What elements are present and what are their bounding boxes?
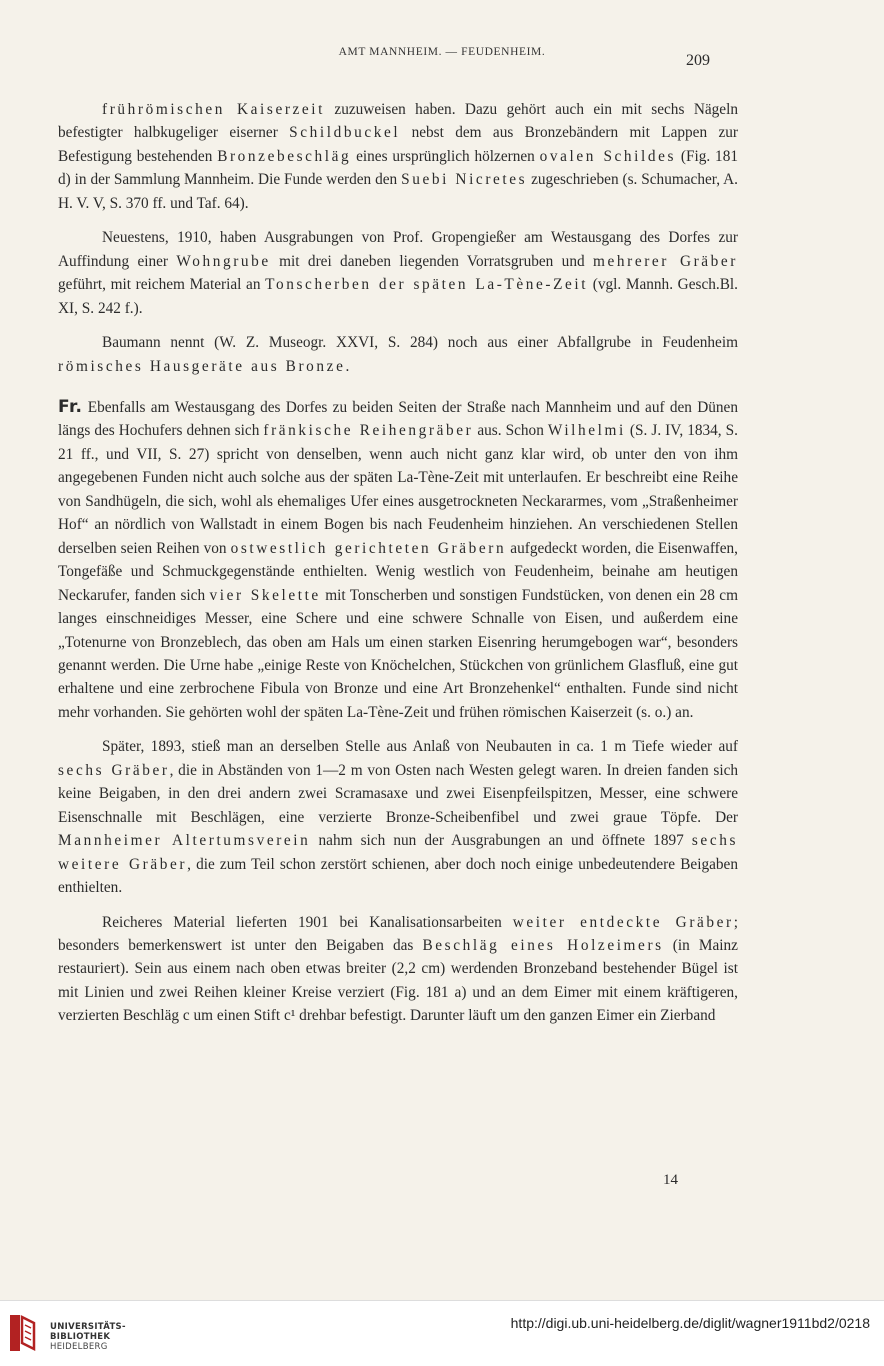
text-run: zuzuweisen haben. Dazu gehört auch ein mit sechs Nägeln befestigter halbkugeliger eiserner xyxy=(58,101,738,142)
spaced-term: sechs Gräber xyxy=(58,761,170,779)
text-run: (vgl. Mannh. Gesch.Bl. XI, S. 242 f.). xyxy=(58,276,739,317)
spaced-term: sechs weitere Gräber xyxy=(58,832,739,873)
paragraph-1 xyxy=(58,98,738,215)
spaced-term: Wilhelmi xyxy=(547,422,626,440)
text-run: Später, 1893, stieß man an derselben Stelle aus Anlaß von Neubauten in ca. 1 m Tiefe wieder auf xyxy=(102,738,738,756)
text-run: ; besonders bemerkenswert ist unter den Beigaben das xyxy=(58,913,738,954)
spaced-term: Suebi Nicretes xyxy=(401,171,528,189)
text-run: Baumann nennt (W. Z. Museogr. XXVI, S. 284) noch aus einer Abfallgrube in Feudenheim xyxy=(102,334,738,352)
spaced-term: Beschläg eines Holzeimers xyxy=(422,936,664,954)
body-text xyxy=(58,98,738,1039)
library-name xyxy=(50,1322,126,1352)
text-run: mit Tonscherben und sonstigen Fundstücken, von denen ein 28 cm langes einschneidiges Messer, eine Schere und eine schwere Schnalle von Eisen, und außerdem eine „Totenurne von Bronzeblech, das oben am Hals um einen starken Eisenring herumgebogen war“, besonders genannt werden. Die Urne habe „einige Reste von Knöchelchen, Stückchen von grünlichem Glasfluß, eine gut erhaltene und eine zerbrochene Fibula von Bronze und eine Art Bronzehenkel“ enthalten. Funde sind nicht mehr vorhanden. Sie gehörten wohl der späten La-Tène-Zeit und frühen römischen Kaiserzeit (s. o.) an. xyxy=(58,586,738,721)
spaced-term: römisches Hausgeräte aus Bronze xyxy=(58,357,346,375)
spaced-term: ostwestlich gerichteten Gräbern xyxy=(230,539,507,557)
text-run: . xyxy=(345,357,350,375)
text-run: , die zum Teil schon zerstört schienen, aber doch noch einige unbedeutendere Beigaben enthielten. xyxy=(58,855,738,897)
paragraph-2 xyxy=(58,226,738,320)
spaced-term: Wohngrube xyxy=(176,252,271,270)
text-run: zugeschrieben (s. Schumacher, A. H. V. V, S. 370 ff. und Taf. 64). xyxy=(58,171,738,212)
spaced-term: weiter entdeckte Gräber xyxy=(512,913,734,931)
spaced-term: Mannheimer Altertumsverein xyxy=(58,832,311,850)
text-run: nahm sich nun der Ausgrabungen an und öffnete 1897 xyxy=(310,832,692,850)
text-run: eines ursprünglich hölzernen xyxy=(351,147,540,165)
spaced-term: ovalen Schildes xyxy=(539,147,677,165)
library-line-3: HEIDELBERG xyxy=(50,1342,108,1352)
text-run: Reicheres Material lieferten 1901 bei Kanalisationsarbeiten xyxy=(102,913,513,931)
section-marker: Fr. xyxy=(58,396,83,417)
page-number: 209 xyxy=(686,52,710,69)
spaced-term: fränkische Reihengräber xyxy=(263,422,474,440)
paragraph-4 xyxy=(58,396,738,724)
spaced-term: frührömischen Kaiserzeit xyxy=(102,101,326,118)
text-run: mit drei daneben liegenden Vorratsgruben und xyxy=(270,252,593,270)
spaced-term: Tonscherben der späten La-Tène-Zeit xyxy=(265,276,589,294)
text-run: Neuestens, 1910, haben Ausgrabungen von Prof. Gropengießer am Westausgang des Dorfes zur Auffindung einer xyxy=(58,229,738,270)
spaced-term: Bronzebeschläg xyxy=(217,147,352,165)
text-run: (Fig. 181 d) in der Sammlung Mannheim. Die Funde werden den xyxy=(58,147,738,189)
library-line-1: UNIVERSITÄTS- xyxy=(50,1322,126,1332)
text-run: aus. Schon xyxy=(473,422,548,440)
signature-mark: 14 xyxy=(663,1172,678,1188)
footer-bar xyxy=(0,1300,884,1366)
running-title: AMT MANNHEIM. — FEUDENHEIM. xyxy=(338,46,546,58)
text-run: , die in Abständen von 1—2 m von Osten nach Westen gelegt waren. In dreien fanden sich keine Beigaben, in den drei andern zwei Scramasaxe und zwei Eisenpfeilspitzen, Messer, eine schwere Eisenschnalle mit Beschlägen, eine verzierte Bronze-Scheibenfibel und zwei graue Töpfe. Der xyxy=(58,761,739,826)
spaced-term: mehrerer Gräber xyxy=(592,252,739,270)
spaced-term: Schildbuckel xyxy=(289,124,401,142)
paragraph-6 xyxy=(58,911,738,1028)
spaced-term: vier Skelette xyxy=(209,586,321,604)
library-line-2: BIBLIOTHEK xyxy=(50,1332,111,1342)
paragraph-3 xyxy=(58,331,738,378)
text-run: (S. J. IV, 1834, S. 21 ff., und VII, S. 27) spricht von denselben, wenn auch nicht ganz klar wird, ob unter den von ihm angegebenen Funden nicht auch solche aus der späten La-Tène-Zeit mit unterlaufen. Er beschreibt eine Reihe von Sandhügeln, die sich, wohl als ehemaliges Ufer eines ausgetrockneten Neckararmes, vom „Straßenheimer Hof“ an nördlich von Wallstadt in einem Bogen bis nach Feudenheim hinziehen. An verschiedenen Stellen derselben seien Reihen von xyxy=(58,422,738,557)
text-run: nebst dem aus Bronzebändern mit Lappen zur Befestigung bestehenden xyxy=(58,124,738,165)
paragraph-5 xyxy=(58,735,738,899)
library-logo-icon xyxy=(8,1311,38,1355)
text-run: aufgedeckt worden, die Eisenwaffen, Tongefäße und Schmuckgegenstände enthielten. Wenig westlich von Feudenheim, beinahe am heutigen Neckarufer, fanden sich xyxy=(58,539,738,604)
permalink-url[interactable]: http://digi.ub.uni-heidelberg.de/diglit/wagner1911bd2/0218 xyxy=(510,1315,870,1331)
text-run: Ebenfalls am Westausgang des Dorfes zu beiden Seiten der Straße nach Mannheim und auf den Dünen längs des Hochufers dehnen sich xyxy=(58,398,738,440)
text-run: geführt, mit reichem Material an xyxy=(58,276,266,294)
text-run: (in Mainz restauriert). Sein aus einem nach oben etwas breiter (2,2 cm) werdenden Bronzeband bestehender Bügel ist mit Linien und zwei Reihen kleiner Kreise verziert (Fig. 181 a) und an dem Eimer mit einem kräftigeren, verzierten Beschläg c um einen Stift c¹ drehbar befestigt. Darunter läuft um den ganzen Eimer ein Zierband xyxy=(58,936,738,1025)
